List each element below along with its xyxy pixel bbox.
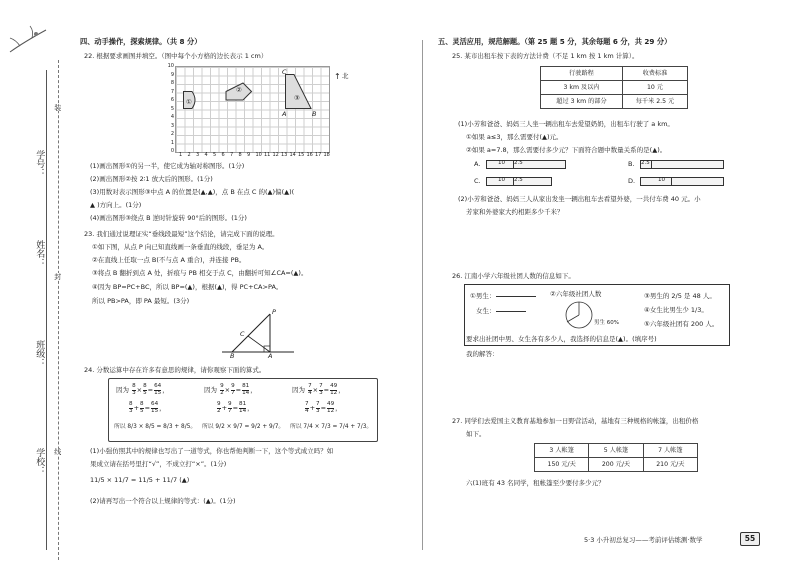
q25-item-1: (1)小芳和爸爸、妈妈三人坐一辆出租车去爱望奶奶，出租车行驶了 a km。: [458, 120, 674, 128]
fare-cell: 每千米 2.5 元: [622, 95, 687, 109]
q27-question: 六(1)班有 43 名同学，租帐篷至少要付多少元？: [466, 479, 605, 487]
q23-item-1: ①如下图，从点 P 向已知直线画一条垂直的线段，垂足为 A。: [92, 243, 269, 251]
q23-point-a: A: [268, 352, 273, 360]
x-tick: 7: [230, 152, 234, 158]
y-tick: 1: [170, 139, 174, 146]
table-row: [541, 81, 688, 95]
bar-label: 2.5: [514, 177, 523, 183]
bar-label: 10: [498, 177, 505, 183]
q25-item-1a: ①如果 a≤3，那么需要付(▲)元。: [466, 133, 563, 141]
q26-card-5: ⑤六年级社团有 200 人。: [644, 320, 719, 328]
table-row: [535, 458, 698, 472]
q23-point-b: B: [230, 352, 235, 360]
q26-card-pie-title: ②六年级社团人数: [550, 290, 602, 298]
point-label-b: B: [312, 110, 317, 118]
q25-q2-line2: 芳家和外婆家大约相距多少千米？: [466, 208, 564, 216]
q23-item-2: ②在直线上任取一点 B(不与点 A 重合)，并连接 PB。: [92, 256, 246, 264]
y-tick: 4: [170, 114, 174, 120]
q23-item-4: ④因为 BP=PC+BC，所以 BP=(▲)，根据(▲)，得 PC+CA>PA。: [92, 283, 283, 291]
eq-text: 因为: [292, 386, 305, 395]
tent-table-head: [535, 444, 698, 458]
q22-item-3b: ▲ )方向上。(1分): [90, 201, 142, 209]
tent-price: 150 元/天: [535, 458, 589, 472]
y-tick: 3: [170, 122, 174, 129]
section-four-title: 四、动手操作，探索规律。（共 8 分）: [80, 37, 202, 46]
x-tick: 17: [315, 152, 322, 158]
school-label: 学校：: [34, 448, 45, 475]
tent-table: [534, 443, 698, 472]
q24-conclusion-2: 所以 9/2 × 9/7 = 9/2 + 9/7。: [202, 424, 285, 430]
x-tick: 9: [247, 152, 251, 158]
q22-x-axis: [179, 152, 339, 158]
q23-item-3: ③将点 B 翻折到点 A 处，折痕与 PB 相交于点 C，由翻折可知∠CA=(▲)。: [92, 269, 308, 277]
margin-decoration: [6, 20, 50, 60]
fraction: $\frac{8}{3}$: [129, 401, 133, 414]
q22-item-2: (2)画出图形②按 2∶1 放大后的图形。(1分): [90, 175, 213, 183]
point-label-c: C: [282, 68, 287, 76]
q25-q2-line1: (2)小芳和爸爸、妈妈三人从家出发坐一辆出租车去看望外婆，一共付车费 40 元。小: [458, 195, 701, 203]
x-tick: 4: [204, 152, 208, 158]
q26-answer: 我的解答：: [466, 350, 499, 358]
q22-stem: 22. 根据要求画图并填空。（图中每个小方格的边长表示 1 cm）: [84, 52, 268, 60]
x-tick: 16: [306, 152, 313, 158]
q26-pie-label: 男生 60%: [594, 320, 619, 326]
stamp-char: 封: [53, 273, 62, 280]
page-number-badge: [740, 532, 760, 546]
q26-card-male: ①男生：: [470, 292, 496, 300]
q24-conclusion-1: 所以 8/3 × 8/5 = 8/3 + 8/5。: [114, 424, 197, 430]
q23-diagram: [220, 308, 300, 358]
tent-head: 7 人帐篷: [643, 444, 697, 458]
fraction: $\frac{9}{2}$: [220, 383, 224, 396]
fare-head-distance: 行驶路程: [541, 67, 623, 81]
point-label-a: A: [282, 110, 287, 118]
bar-label: 2.5: [514, 160, 523, 166]
q24-item-equation: 11/5 × 11/7 = 11/5 + 11/7 (▲): [90, 476, 190, 484]
y-tick: 10: [167, 63, 174, 69]
fraction: $\frac{49}{12}$: [327, 401, 335, 414]
q24-eq-col3-row1: 因为 $\frac{7}{4}$ × $\frac{7}{3}$ = $\frac{49}{12}$ ，: [292, 383, 345, 396]
option-b-label: B.: [628, 160, 635, 168]
fraction: $\frac{7}{3}$: [319, 383, 323, 396]
y-tick: 2: [170, 131, 174, 137]
y-tick: 6: [170, 97, 174, 103]
q23-point-c: C: [240, 330, 245, 338]
x-tick: 2: [187, 152, 191, 158]
q26-pie-chart: [564, 300, 594, 330]
q22-y-axis: [164, 62, 174, 156]
q24-eq-col3-row2: $\frac{7}{4}$ + $\frac{7}{3}$ = $\frac{49}{12}$ ，: [305, 401, 342, 414]
fraction: $\frac{81}{14}$: [242, 383, 250, 396]
fraction: $\frac{7}{3}$: [316, 401, 320, 414]
tent-head: 3 人帐篷: [535, 444, 589, 458]
fraction: $\frac{9}{7}$: [228, 401, 232, 414]
fare-cell: 超过 3 km 的部分: [541, 95, 623, 109]
table-row: [541, 95, 688, 109]
eq-text: 因为: [204, 386, 217, 395]
bar-label: 10: [658, 177, 665, 183]
fraction: $\frac{9}{7}$: [231, 383, 235, 396]
fraction: $\frac{81}{14}$: [239, 401, 247, 414]
y-tick: 9: [170, 71, 174, 78]
shape-label-3: ③: [294, 94, 300, 102]
branch-icon: [6, 20, 50, 60]
shape-label-2: ②: [236, 86, 242, 94]
x-tick: 13: [281, 152, 288, 158]
margin-line: [46, 70, 47, 550]
q23-point-p: P: [272, 308, 276, 316]
footer-text: 5·3 小升初总复习——考前评估练测·数学: [584, 536, 703, 544]
fraction: $\frac{9}{2}$: [217, 401, 221, 414]
x-tick: 12: [272, 152, 279, 158]
fraction: $\frac{7}{4}$: [305, 401, 309, 414]
option-b-bar: [640, 160, 724, 169]
q26-card-3: ③男生的 2/5 是 48 人。: [644, 292, 716, 300]
bar-label: 2.5: [641, 160, 650, 166]
q24-item-1: (1)小强仿照其中的规律也写出了一道等式，你也帮他判断一下，这个等式成立吗？如: [90, 447, 334, 455]
fraction: $\frac{7}{4}$: [308, 383, 312, 396]
q22-item-1: (1)画出图形①的另一半，使它成为轴对称图形。(1分): [90, 162, 245, 170]
x-tick: 18: [323, 152, 330, 158]
q24-eq-col1-row1: 因为 $\frac{8}{3}$ × $\frac{8}{5}$ = $\frac{64}{15}$ ，: [116, 383, 169, 396]
fare-head-charge: 收费标准: [622, 67, 687, 81]
tent-price: 200 元/天: [589, 458, 643, 472]
cut-line: [58, 60, 59, 560]
q24-stem: 24. 分数运算中存在许多有意思的规律，请你观察下面的算式。: [84, 366, 266, 374]
bar-label: 10: [498, 160, 505, 166]
q22-item-3: (3)用数对表示图形③中点 A 的位置是(▲,▲)，点 B 在点 C 的(▲)偏(▲)(: [90, 188, 295, 196]
q26-male-bar: [496, 296, 536, 297]
option-c-label: C.: [474, 177, 481, 185]
y-tick: 0: [170, 148, 174, 154]
y-tick: 7: [170, 88, 174, 95]
q25-item-1b: ②如果 a=7.8，那么需要付多少元？下面符合题中数量关系的是(▲)。: [466, 146, 667, 154]
q26-stem: 26. 江南小学六年级社团人数的信息如下。: [452, 272, 575, 280]
fraction: $\frac{8}{5}$: [140, 401, 144, 414]
bind-char: 线: [53, 448, 62, 455]
x-tick: 14: [289, 152, 296, 158]
x-tick: 15: [298, 152, 305, 158]
q26-female-bar: [496, 311, 526, 312]
x-tick: 1: [179, 152, 183, 158]
q24-item-2: (2)请再写出一个符合以上规律的等式：(▲)。(1分): [90, 497, 236, 505]
q26-ask: 要求出社团中男、女生各有多少人，我选择的信息是(▲)。(填序号): [466, 335, 657, 343]
q24-eq-col2-row2: $\frac{9}{2}$ + $\frac{9}{7}$ = $\frac{81}{14}$ ，: [217, 401, 254, 414]
q27-stem-1: 27. 同学们去爱国主义教育基地参加一日野营活动，基地有三种规格的帐篷，出租价格: [452, 417, 699, 425]
fraction: $\frac{8}{3}$: [132, 383, 136, 396]
q23-item-5: 所以 PB>PA，即 PA 最短。(3分): [92, 297, 190, 305]
option-d-bar: [640, 177, 724, 186]
x-tick: 8: [238, 152, 242, 158]
q24-item-1b: 果成立请在括号里打“√”，不成立打“×”。(1分): [90, 460, 227, 468]
x-tick: 10: [255, 152, 262, 158]
option-a-label: A.: [474, 160, 481, 168]
x-tick: 3: [196, 152, 200, 158]
page-number: 55: [744, 534, 756, 543]
tent-price: 210 元/天: [643, 458, 697, 472]
q27-stem-2: 如下。: [466, 430, 486, 438]
tent-head: 5 人帐篷: [589, 444, 643, 458]
fare-cell: 3 km 及以内: [541, 81, 623, 95]
fraction: $\frac{64}{15}$: [151, 401, 159, 414]
q24-eq-col2-row1: 因为 $\frac{9}{2}$ × $\frac{9}{7}$ = $\frac{81}{14}$ ，: [204, 383, 257, 396]
q24-conclusion-3: 所以 7/4 × 7/3 = 7/4 + 7/3。: [290, 424, 373, 430]
north-arrow-icon: ↑: [334, 72, 341, 81]
section-five-title: 五、灵活应用，规范解题。（第 25 题 5 分，其余每题 6 分，共 29 分）: [438, 37, 672, 46]
name-label: 姓名：: [34, 240, 45, 267]
x-tick: 11: [264, 152, 271, 158]
q26-card-4: ④女生比男生少 1/3。: [644, 306, 708, 314]
fare-cell: 10 元: [622, 81, 687, 95]
q22-shapes: [175, 66, 328, 151]
student-id-label: 学号：: [34, 150, 45, 177]
option-d-label: D.: [628, 177, 636, 185]
fare-table-head: [541, 67, 688, 81]
y-tick: 8: [170, 80, 174, 86]
q25-stem: 25. 某市出租车按下表的方法计费（不足 1 km 按 1 km 计算）。: [452, 52, 639, 60]
column-divider: [422, 40, 423, 550]
x-tick: 5: [213, 152, 217, 158]
eq-text: 因为: [116, 386, 129, 395]
q23-stem: 23. 我们通过说理证实“垂线段最短”这个结论，请完成下面的说理。: [84, 230, 279, 238]
fraction: $\frac{64}{15}$: [154, 383, 162, 396]
q22-item-4: (4)画出图形③绕点 B 逆时针旋转 90°后的图形。(1分): [90, 214, 247, 222]
fare-table: [540, 66, 688, 109]
q26-card-female: 女生：: [476, 307, 496, 315]
fraction: $\frac{8}{5}$: [143, 383, 147, 396]
x-tick: 6: [221, 152, 225, 158]
q24-eq-col1-row2: $\frac{8}{3}$ + $\frac{8}{5}$ = $\frac{64}{15}$ ，: [129, 401, 166, 414]
seal-char: 装: [53, 104, 62, 111]
y-tick: 5: [170, 105, 174, 112]
shape-label-1: ①: [186, 98, 192, 106]
north-label: 北: [342, 72, 349, 80]
class-label: 班级：: [34, 340, 45, 367]
fraction: $\frac{49}{12}$: [330, 383, 338, 396]
